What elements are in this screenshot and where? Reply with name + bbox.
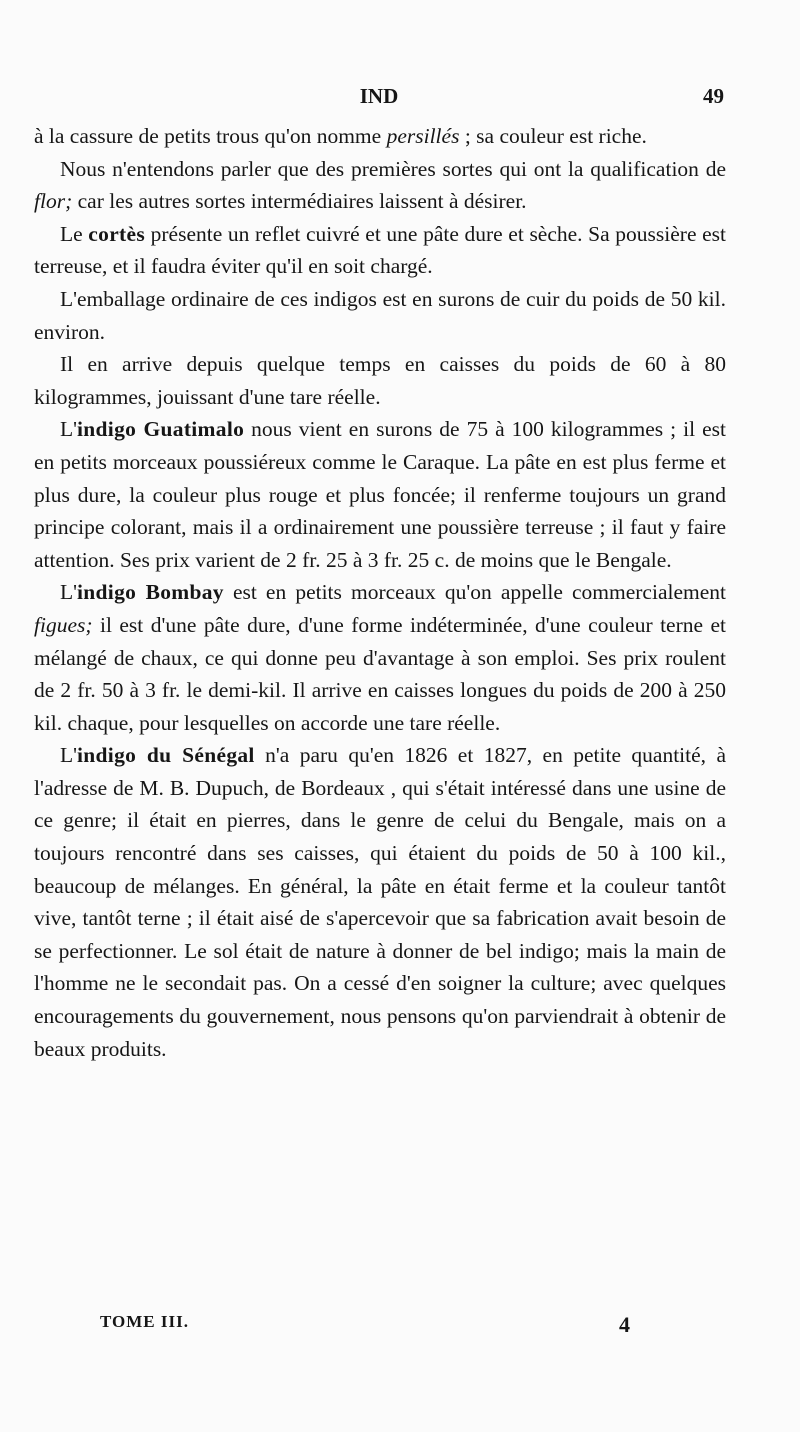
running-header: [34, 84, 724, 112]
paragraph-6: [34, 413, 726, 576]
volume-signature: TOME III.: [100, 1312, 189, 1331]
paragraph-3: [34, 218, 726, 283]
paragraph-text: car les autres sortes intermédiaires laissent à désirer.: [72, 189, 527, 214]
paragraph-text: à la cassure de petits trous qu'on nomme: [34, 124, 387, 148]
page-body: [34, 120, 726, 1065]
bold-term: indigo Bombay: [77, 580, 224, 605]
paragraph-1: [34, 120, 726, 153]
bold-term: indigo du Sénégal: [77, 743, 255, 768]
paragraph-text: L': [60, 580, 78, 605]
italic-term: figues;: [34, 612, 93, 637]
paragraph-text: est en petits morceaux qu'on appelle commercialement: [223, 580, 726, 605]
paragraph-5: Il en arrive depuis quelque temps en caisses du poids de 60 à 80 kilogrammes, jouissant d'une tare réelle.: [34, 352, 726, 409]
running-title: IND: [359, 84, 399, 108]
paragraph-text: nous vient en surons de 75 à 100 kilogrammes ; il est en petits morceaux poussiéreux comme le Caraque. La pâte en est plus ferme et plus dure, la couleur plus rouge et plus foncée; il renferme toujours un grand principe colorant, mais il a ordinairement une poussière terreuse ; il faut y faire attention. Ses prix varient de 2 fr. 25 à 3 fr. 25 c. de moins que le Bengale.: [34, 417, 727, 572]
paragraph-text: Le: [60, 221, 89, 246]
paragraph-4: L'emballage ordinaire de ces indigos est en surons de cuir du poids de 50 kil. environ.: [34, 286, 726, 344]
paragraph-text: il est d'une pâte dure, d'une forme indéterminée, d'une couleur terne et mélangé de chaux, ce qui donne peu d'avantage à son emploi. Ses prix roulent de 2 fr. 50 à 3 fr. le demi-kil. Il arrive en caisses longues du poids de 200 à 250 kil. chaque, pour lesquelles on accorde une tare réelle.: [34, 612, 726, 735]
italic-term: flor;: [34, 189, 73, 214]
paragraph-text: ; sa couleur est riche.: [459, 124, 647, 148]
paragraph-8: [34, 739, 726, 1065]
paragraph-text: L': [60, 743, 78, 768]
sheet-number: 4: [619, 1312, 630, 1337]
bold-term: cortès: [88, 221, 146, 246]
paragraph-text: n'a paru qu'en 1826 et 1827, en petite quantité, à l'adresse de M. B. Dupuch, de Bordeaux , qui s'était intéressé dans une usine de ce genre; il était en pierres, dans le genre de celui du Bengale, mais on a toujours rencontré dans ses caisses, qui étaient du poids de 50 à 100 kil., beaucoup de mélanges. En général, la pâte en était ferme et la couleur tantôt vive, tantôt terne ; il était aisé de s'apercevoir que sa fabrication avait besoin de se perfectionner. Le sol était de nature à donner de bel indigo; mais la main de l'homme ne le secondait pas. On a cessé d'en soigner la culture; avec quelques encouragements du gouvernement, nous pensons qu'on parviendrait à obtenir de beaux produits.: [34, 743, 726, 1061]
paragraph-2: [34, 153, 726, 218]
italic-term: persillés: [386, 124, 460, 148]
bold-term: indigo Guatimalo: [77, 417, 245, 442]
page-number: 49: [703, 84, 724, 108]
paragraph-text: présente un reflet cuivré et une pâte dure et sèche. Sa poussière est terreuse, et il faudra éviter qu'il en soit chargé.: [34, 221, 726, 279]
paragraph-7: [34, 576, 726, 739]
paragraph-text: L': [60, 417, 78, 442]
page-footer: [100, 1312, 630, 1342]
paragraph-text: Nous n'entendons parler que des premières sortes qui ont la qualification de: [60, 156, 726, 181]
